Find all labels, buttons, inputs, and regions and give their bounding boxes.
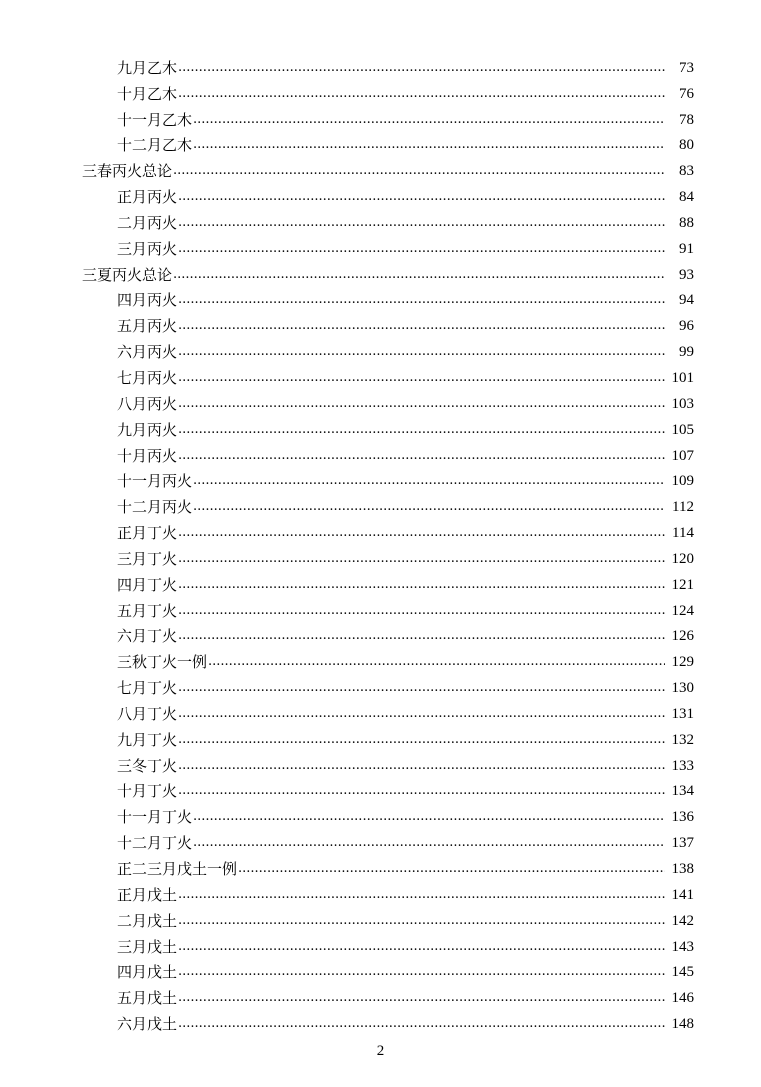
toc-entry-page: 145 [671,964,694,981]
dot-leader [178,989,665,1007]
dot-leader [178,602,665,620]
toc-entry-page: 124 [671,602,694,619]
toc-entry-page: 129 [671,654,694,671]
toc-entry-title: 九月丙火 [117,420,178,439]
toc-entry-title: 二月戊土 [117,911,178,930]
toc-entry[interactable] [0,51,761,77]
toc-entry[interactable] [0,180,761,206]
toc-entry[interactable] [0,387,761,413]
toc-entry-page: 83 [679,163,694,180]
toc-entry-page: 101 [671,369,694,386]
toc-entry-title: 五月戊土 [117,989,178,1008]
toc-entry[interactable] [0,594,761,620]
toc-entry-page: 112 [672,499,694,516]
toc-entry-page: 91 [679,240,694,257]
toc-entry-page: 143 [671,938,694,955]
toc-entry[interactable] [0,800,761,826]
toc-entry-page: 105 [671,421,694,438]
dot-leader [193,136,665,154]
toc-entry-page: 136 [671,809,694,826]
toc-entry-title: 十一月丙火 [117,472,193,491]
toc-entry[interactable] [0,749,761,775]
toc-entry[interactable] [0,439,761,465]
toc-entry-title: 四月丁火 [117,575,178,594]
toc-entry-title: 十一月乙木 [117,110,193,129]
toc-entry[interactable] [0,904,761,930]
toc-entry[interactable] [0,697,761,723]
toc-entry-title: 十二月丁火 [117,834,193,853]
toc-entry[interactable] [0,465,761,491]
toc-entry-title: 正月丙火 [117,188,178,207]
toc-entry-page: 93 [679,266,694,283]
toc-entry-title: 九月丁火 [117,730,178,749]
toc-entry[interactable] [0,335,761,361]
toc-entry-page: 80 [679,137,694,154]
toc-entry-page: 121 [671,576,694,593]
toc-entry-page: 137 [671,835,694,852]
dot-leader [193,472,665,490]
dot-leader [178,85,665,103]
toc-entry-title: 七月丙火 [117,368,178,387]
toc-entry-title: 十二月乙木 [117,136,193,155]
toc-entry-title: 五月丁火 [117,601,178,620]
dot-leader [193,834,665,852]
toc-entry[interactable] [0,878,761,904]
dot-leader [238,860,665,878]
dot-leader [178,757,665,775]
toc-entry-title: 正月丁火 [117,524,178,543]
toc-entry-page: 99 [679,344,694,361]
dot-leader [178,291,665,309]
dot-leader [178,886,665,904]
toc-entry-page: 134 [671,783,694,800]
toc-entry-page: 141 [671,886,694,903]
dot-leader [193,498,665,516]
toc-entry-title: 正月戊土 [117,885,178,904]
dot-leader [178,343,665,361]
toc-entry[interactable] [0,645,761,671]
toc-entry-page: 103 [671,395,694,412]
toc-entry-title: 十一月丁火 [117,808,193,827]
toc-entry[interactable] [0,103,761,129]
dot-leader [178,627,665,645]
dot-leader [193,111,665,129]
dot-leader [178,576,665,594]
toc-entry-title: 十月丁火 [117,782,178,801]
toc-entry[interactable] [0,568,761,594]
toc-entry[interactable] [0,206,761,232]
toc-entry[interactable] [0,723,761,749]
toc-entry[interactable] [0,490,761,516]
toc-entry[interactable] [0,1007,761,1033]
toc-entry-title: 三冬丁火 [117,756,178,775]
toc-entry-page: 76 [679,85,694,102]
toc-entry-title: 三夏丙火总论 [82,265,173,284]
dot-leader [178,524,665,542]
toc-entry-title: 正二三月戊土一例 [117,860,238,878]
toc-entry-title: 三月丁火 [117,549,178,568]
dot-leader [173,162,665,180]
toc-entry-title: 三春丙火总论 [82,162,173,181]
dot-leader [178,188,665,206]
toc-entry-page: 96 [679,318,694,335]
toc-entry[interactable] [0,671,761,697]
toc-entry-title: 十二月丙火 [117,498,193,517]
toc-entry-title: 三月丙火 [117,239,178,258]
toc-entry-page: 78 [679,111,694,128]
toc-entry-page: 73 [679,59,694,76]
toc-entry-page: 142 [671,912,694,929]
toc-entry-title: 三秋丁火一例 [117,653,208,672]
toc-entry-page: 132 [671,731,694,748]
toc-entry-page: 114 [672,525,694,542]
toc-entry-page: 120 [671,550,694,567]
dot-leader [178,731,665,749]
dot-leader [178,240,665,258]
page-number: 2 [376,1043,385,1059]
toc-entry[interactable] [0,284,761,310]
toc-entry[interactable] [0,413,761,439]
toc-entry[interactable] [0,258,761,284]
toc-entry-page: 131 [671,705,694,722]
toc-entry-page: 126 [671,628,694,645]
dot-leader [178,912,665,930]
toc-entry-title: 二月丙火 [117,213,178,232]
dot-leader [178,369,665,387]
toc-entry-title: 九月乙木 [117,58,178,77]
dot-leader [178,782,665,800]
toc-entry[interactable] [0,981,761,1007]
dot-leader [178,59,665,77]
dot-leader [178,963,665,981]
toc-entry-title: 六月丙火 [117,343,178,362]
toc-entry[interactable] [0,852,761,878]
dot-leader [193,808,665,826]
toc-entry-title: 八月丙火 [117,394,178,413]
toc-entry-title: 五月丙火 [117,317,178,336]
dot-leader [178,317,665,335]
dot-leader [208,653,665,671]
dot-leader [178,550,665,568]
dot-leader [178,679,665,697]
toc-entry-page: 148 [671,1016,694,1033]
toc-entry-title: 四月戊土 [117,963,178,982]
toc-entry[interactable] [0,77,761,103]
toc-entry[interactable] [0,620,761,646]
toc-entry[interactable] [0,361,761,387]
dot-leader [173,266,665,284]
toc-entry-title: 八月丁火 [117,704,178,723]
toc-entry-title: 四月丙火 [117,291,178,310]
toc-entry[interactable] [0,129,761,155]
toc-entry-title: 七月丁火 [117,679,178,698]
toc-entry[interactable] [0,956,761,982]
toc-entry[interactable] [0,309,761,335]
toc-entry[interactable] [0,826,761,852]
toc-entry-page: 138 [671,861,694,877]
toc-entry-title: 六月丁火 [117,627,178,646]
toc-entry-page: 107 [671,447,694,464]
dot-leader [178,705,665,723]
toc-entry-page: 94 [679,292,694,309]
toc-entry-page: 130 [671,680,694,697]
toc-entry-title: 十月乙木 [117,84,178,103]
toc-entry-page: 133 [671,757,694,774]
toc-entry-page: 146 [671,990,694,1007]
toc-entry-title: 三月戊土 [117,937,178,956]
toc-entry-title: 十月丙火 [117,446,178,465]
dot-leader [178,421,665,439]
toc-entry-page: 109 [671,473,694,490]
dot-leader [178,214,665,232]
toc-entry[interactable] [0,232,761,258]
toc-entry-page: 88 [679,214,694,231]
toc-entry[interactable] [0,154,761,180]
toc-entry[interactable] [0,542,761,568]
toc-entry-title: 六月戊土 [117,1015,178,1034]
toc-entry[interactable] [0,775,761,801]
dot-leader [178,447,665,465]
toc-entry[interactable] [0,516,761,542]
toc-entry-page: 84 [679,189,694,206]
table-of-contents [0,51,761,1033]
dot-leader [178,938,665,956]
dot-leader [178,1015,665,1033]
dot-leader [178,395,665,413]
toc-entry[interactable] [0,930,761,956]
